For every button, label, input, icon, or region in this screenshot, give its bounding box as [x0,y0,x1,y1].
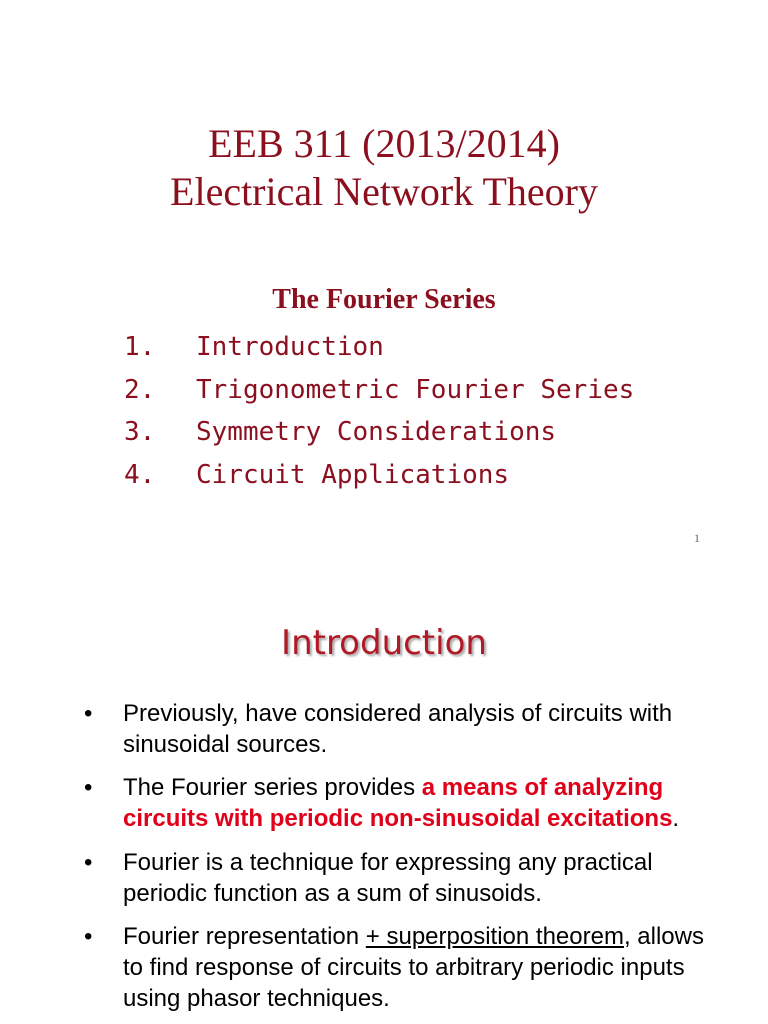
underlined-text: + superposition theorem [365,923,624,950]
intro-heading: Introduction [281,623,487,663]
bullet-text-end: . [672,805,680,832]
course-title: EEB 311 (2013/2014) [208,121,560,166]
bullet-dot: • [84,700,93,727]
bullet-item [0,698,768,760]
bullet-dot: • [84,849,93,876]
bullet-text: Previously, have considered analysis of circuits with sinusoidal sources. [123,700,673,758]
bullet-text: Fourier representation [123,923,366,950]
outline-item [124,411,634,454]
outline-label: Introduction [196,332,384,362]
bullet-dot: • [84,923,93,950]
outline-number: 1. [124,332,156,362]
bullet-text-end: , allows to find response of circuits to arbitrary periodic inputs using phasor techniques. [123,923,704,1012]
bullet-text: Fourier is a technique for expressing any practical periodic function as a sum of sinusoids. [123,849,653,907]
outline-number: 4. [124,459,156,490]
outline-label: Trigonometric Fourier Series [196,374,635,405]
topic-title: The Fourier Series [272,284,496,315]
highlighted-text: a means of analyzing circuits with periodic non-sinusoidal excitations [123,774,673,832]
outline-item [124,326,634,369]
bullet-item [0,772,768,834]
course-subtitle: Electrical Network Theory [170,169,598,214]
outline-number: 2. [124,374,156,405]
bullet-text: The Fourier series provides [123,774,422,801]
bullet-list [0,698,768,1014]
outline-item [124,369,634,412]
bullet-item [0,847,768,909]
topic-outline [124,326,634,496]
outline-item [124,454,634,497]
outline-label: Circuit Applications [196,459,510,490]
bullet-dot: • [84,774,93,801]
outline-label: Symmetry Considerations [196,417,557,447]
page-number: 1 [694,531,700,545]
outline-number: 3. [124,417,156,447]
bullet-item [0,921,768,1014]
